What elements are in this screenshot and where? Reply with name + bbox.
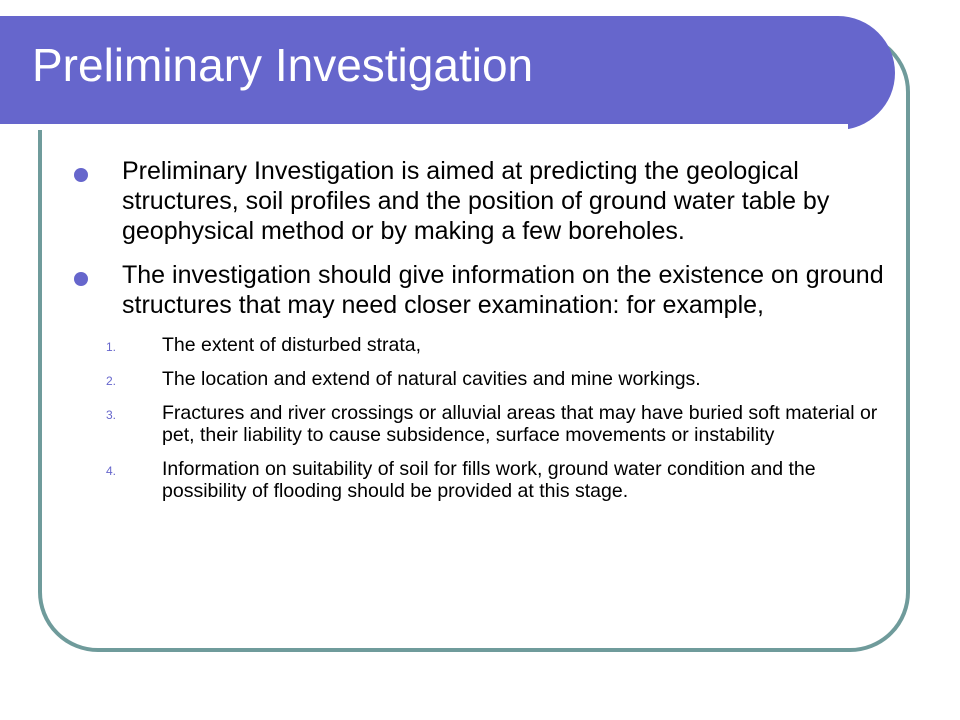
numbered-item xyxy=(62,458,892,502)
bullet-item xyxy=(62,260,892,320)
item-number: 4. xyxy=(106,464,117,478)
bullet-text: The investigation should give information on the existence on ground structures that may need closer examination: for example, xyxy=(122,261,884,319)
numbered-item xyxy=(62,402,892,446)
numbered-item xyxy=(62,368,892,390)
bullet-text: Preliminary Investigation is aimed at predicting the geological structures, soil profiles and the position of ground water table by geophysical method or by making a few boreholes. xyxy=(122,157,830,245)
numbered-item xyxy=(62,334,892,356)
item-number: 2. xyxy=(106,374,117,388)
slide-title: Preliminary Investigation xyxy=(32,39,534,91)
bullet-item xyxy=(62,156,892,246)
item-text: Fractures and river crossings or alluvial areas that may have buried soft material or pet, their liability to cause subsidence, surface movements or instability xyxy=(162,402,878,446)
item-text: The extent of disturbed strata, xyxy=(162,334,422,356)
bullet-icon xyxy=(74,272,88,286)
title-underline xyxy=(0,124,848,130)
item-text: The location and extend of natural cavities and mine workings. xyxy=(162,368,701,390)
item-number: 1. xyxy=(106,340,117,354)
item-number: 3. xyxy=(106,408,117,422)
slide-content xyxy=(62,156,892,514)
bullet-icon xyxy=(74,168,88,182)
item-text: Information on suitability of soil for fills work, ground water condition and the possibility of flooding should be provided at this stage. xyxy=(162,458,816,502)
numbered-list xyxy=(62,334,892,502)
